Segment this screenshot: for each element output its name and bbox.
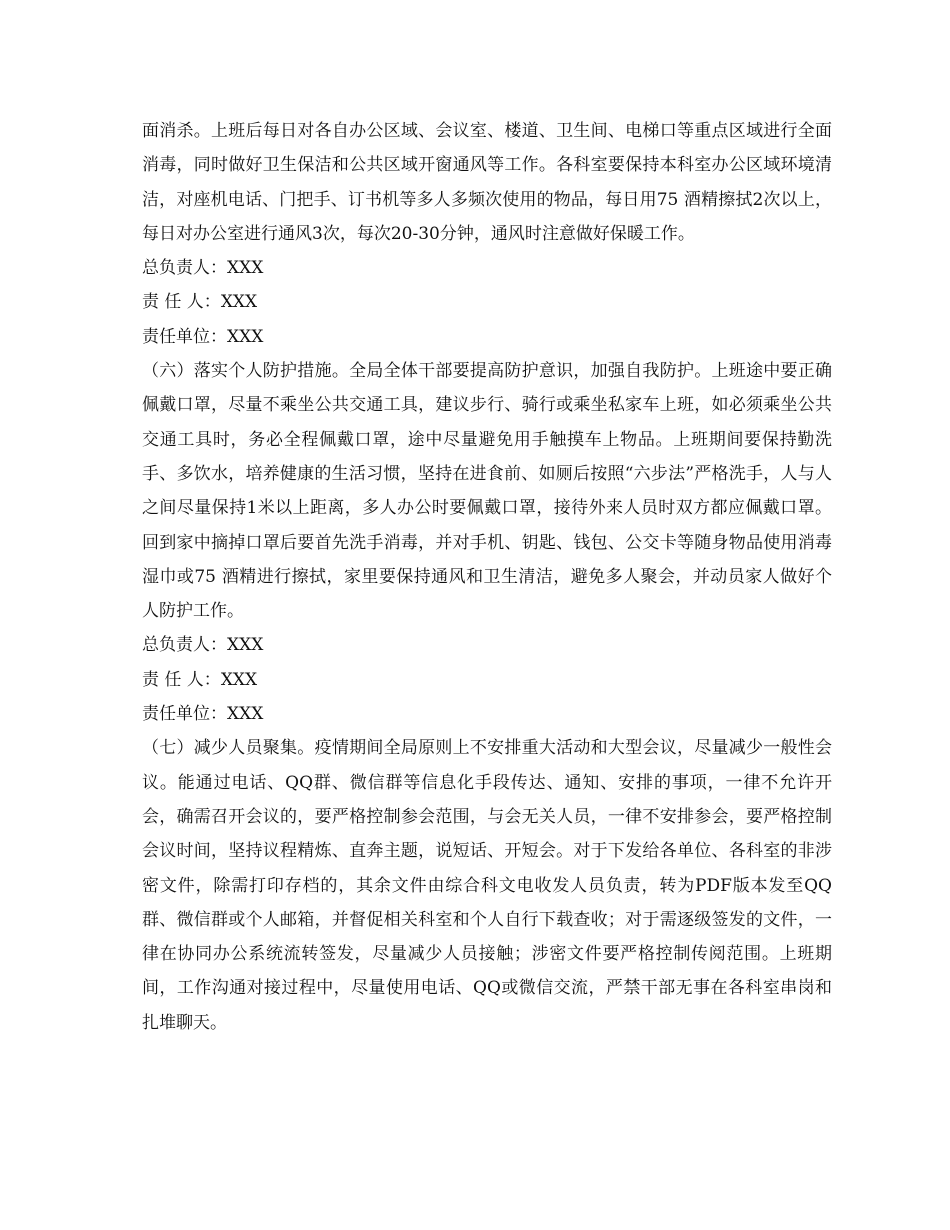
role-responsible-unit [142,697,832,731]
role-label: 责任单位： [142,326,227,347]
document-body [142,114,832,1040]
role-label: 责 任 人： [142,669,221,690]
role-label: 责 任 人： [142,292,221,313]
paragraph-disinfection: 面消杀。上班后每日对各自办公区域、会议室、楼道、卫生间、电梯口等重点区域进行全面消毒，同时做好卫生保洁和公共区域开窗通风等工作。各科室要保持本科室办公区域环境清洁，对座机电话、门把手、订书机等多人多频次使用的物品，每日用75 酒精擦拭2次以上，每日对办公室进行通风3次，每次20-30分钟，通风时注意做好保暖工作。 [142,121,832,244]
role-value: XXX [227,326,264,347]
role-label: 责任单位： [142,704,227,725]
role-general-responsible [142,628,832,662]
role-label: 总负责人： [142,635,227,656]
role-responsible-person [142,285,832,319]
role-general-responsible [142,251,832,285]
role-value: XXX [227,704,264,725]
role-label: 总负责人： [142,258,227,279]
role-value: XXX [227,635,264,656]
role-responsible-person [142,663,832,697]
role-value: XXX [227,258,264,279]
paragraph-reduce-gatherings: （七）减少人员聚集。疫情期间全局原则上不安排重大活动和大型会议，尽量减少一般性会议。能通过电话、QQ群、微信群等信息化手段传达、通知、安排的事项，一律不允许开会，确需召开会议的，要严格控制参会范围，与会无关人员，一律不安排参会，要严格控制会议时间，坚持议程精炼、直奔主题，说短话、开短会。对于下发给各单位、各科室的非涉密文件，除需打印存档的，其余文件由综合科文电收发人员负责，转为PDF版本发至QQ群、微信群或个人邮箱，并督促相关科室和个人自行下载查收；对于需逐级签发的文件，一律在协同办公系统流转签发，尽量减少人员接触；涉密文件要严格控制传阅范围。上班期间，工作沟通对接过程中，尽量使用电话、QQ或微信交流，严禁干部无事在各科室串岗和扎堆聊天。 [142,738,832,1033]
paragraph-personal-protection: （六）落实个人防护措施。全局全体干部要提高防护意识，加强自我防护。上班途中要正确佩戴口罩，尽量不乘坐公共交通工具，建议步行、骑行或乘坐私家车上班，如必须乘坐公共交通工具时，务必全程佩戴口罩，途中尽量避免用手触摸车上物品。上班期间要保持勤洗手、多饮水，培养健康的生活习惯，坚持在进食前、如厕后按照“六步法”严格洗手，人与人之间尽量保持1米以上距离，多人办公时要佩戴口罩，接待外来人员时双方都应佩戴口罩。回到家中摘掉口罩后要首先洗手消毒，并对手机、钥匙、钱包、公交卡等随身物品使用消毒湿巾或75 酒精进行擦拭，家里要保持通风和卫生清洁，避免多人聚会，并动员家人做好个人防护工作。 [142,361,832,622]
role-value: XXX [220,292,258,313]
role-value: XXX [220,669,258,690]
role-responsible-unit [142,320,832,354]
